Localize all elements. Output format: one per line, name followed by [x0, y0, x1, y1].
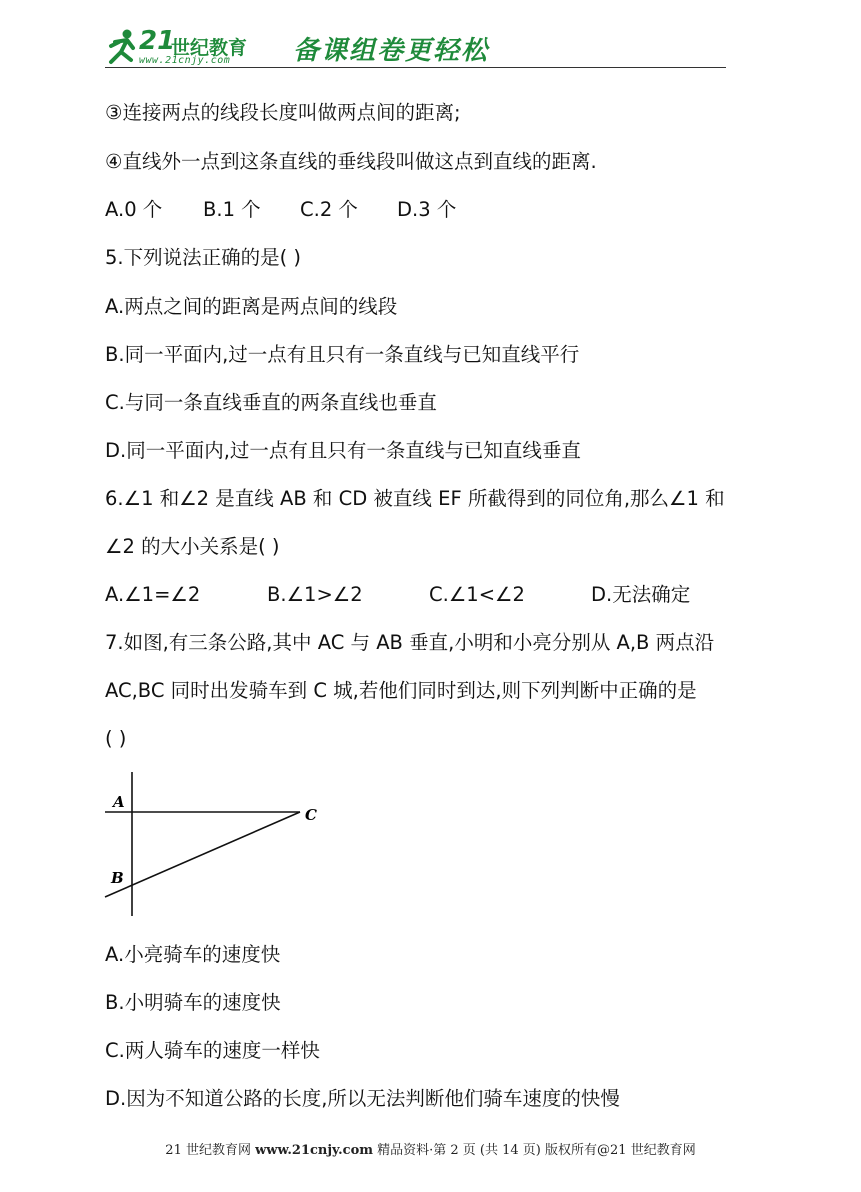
logo-url: www.21cnjy.com	[139, 55, 231, 66]
q6-option-c: C.∠1<∠2	[429, 583, 525, 606]
q7-option-b: B.小明骑车的速度快	[105, 991, 281, 1014]
question-5: 5.下列说法正确的是( )	[105, 246, 302, 269]
header-slogan: 备课组卷更轻松	[293, 36, 490, 66]
question-7-line-1: 7.如图,有三条公路,其中 AC 与 AB 垂直,小明和小亮分别从 A,B 两点沿	[105, 631, 715, 654]
q5-option-b: B.同一平面内,过一点有且只有一条直线与已知直线平行	[105, 343, 580, 366]
road-diagram	[102, 770, 332, 920]
q4-option-d: D.3 个	[397, 198, 457, 221]
statement-3: ③连接两点的线段长度叫做两点间的距离;	[105, 101, 461, 124]
point-b-label: B	[111, 869, 124, 887]
question-6-line-2: ∠2 的大小关系是( )	[105, 535, 280, 558]
q7-option-c: C.两人骑车的速度一样快	[105, 1039, 320, 1062]
q6-option-d: D.无法确定	[591, 583, 691, 606]
q5-option-c: C.与同一条直线垂直的两条直线也垂直	[105, 391, 437, 414]
header-divider	[105, 67, 726, 68]
footer-info: 精品资料·第 2 页 (共 14 页) 版权所有@21 世纪教育网	[373, 1143, 696, 1158]
q6-option-b: B.∠1>∠2	[267, 583, 363, 606]
q5-option-d: D.同一平面内,过一点有且只有一条直线与已知直线垂直	[105, 439, 581, 462]
point-a-label: A	[113, 793, 125, 811]
road-bc	[105, 812, 300, 897]
question-7-line-3: ( )	[105, 727, 127, 750]
footer-site-link[interactable]: www.21cnjy.com	[255, 1143, 373, 1158]
q5-option-a: A.两点之间的距离是两点间的线段	[105, 295, 398, 318]
q7-option-d: D.因为不知道公路的长度,所以无法判断他们骑车速度的快慢	[105, 1087, 620, 1110]
q7-option-a: A.小亮骑车的速度快	[105, 943, 281, 966]
logo-name: 世纪教育	[171, 37, 248, 59]
q4-option-c: C.2 个	[300, 198, 358, 221]
q4-option-a: A.0 个	[105, 198, 163, 221]
runner-logo-icon	[105, 28, 139, 66]
footer-prefix: 21 世纪教育网	[165, 1143, 256, 1158]
logo-number: 21	[139, 26, 176, 56]
page-header	[105, 28, 725, 70]
q6-option-a: A.∠1=∠2	[105, 583, 201, 606]
point-c-label: C	[305, 806, 317, 824]
statement-4: ④直线外一点到这条直线的垂线段叫做这点到直线的距离.	[105, 150, 597, 173]
page-footer	[0, 1139, 861, 1158]
q4-option-b: B.1 个	[203, 198, 261, 221]
question-6-line-1: 6.∠1 和∠2 是直线 AB 和 CD 被直线 EF 所截得到的同位角,那么∠1 和	[105, 487, 725, 510]
question-7-line-2: AC,BC 同时出发骑车到 C 城,若他们同时到达,则下列判断中正确的是	[105, 679, 697, 702]
